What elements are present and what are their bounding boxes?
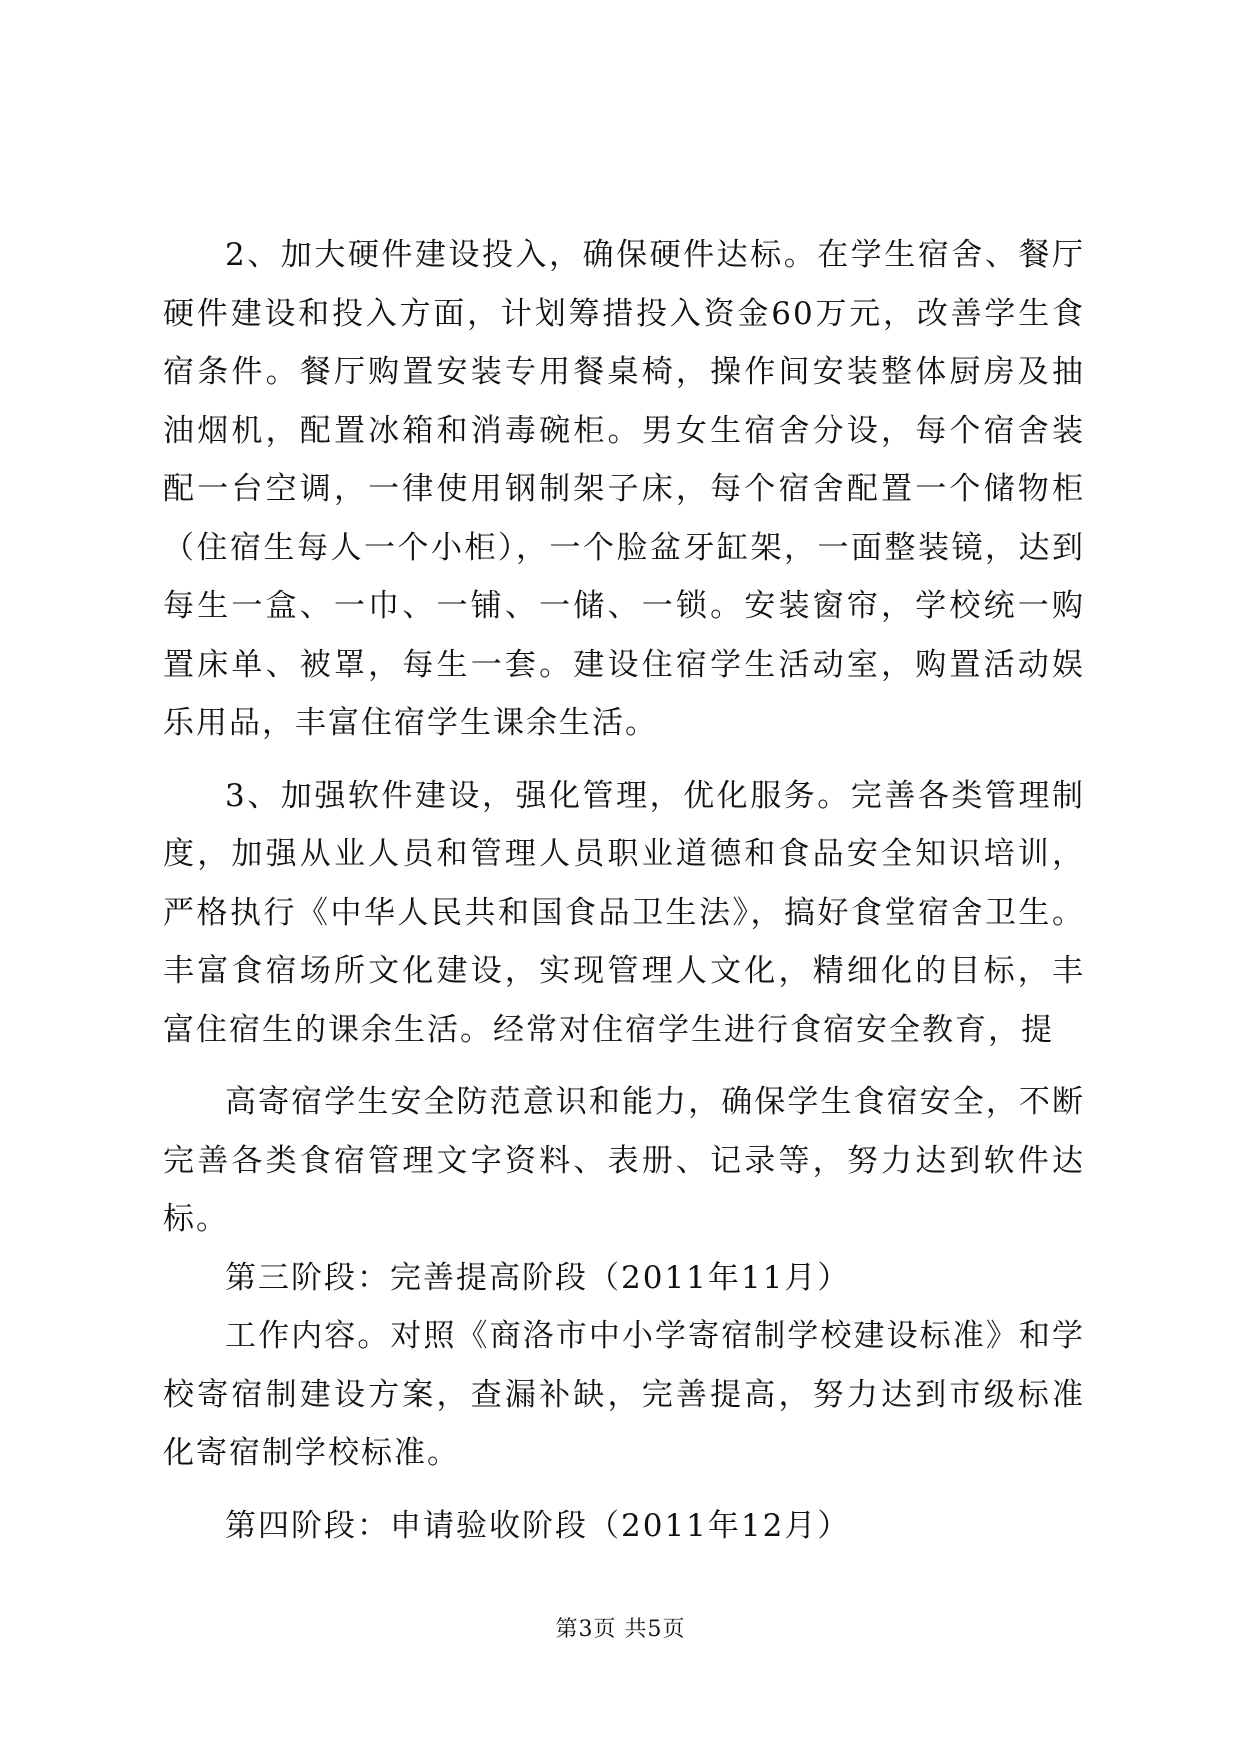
section-heading-stage-three: 第三阶段：完善提高阶段（2011年11月） xyxy=(225,1259,851,1296)
paragraph-safety-awareness: 高寄宿学生安全防范意识和能力，确保学生食宿安全，不断完善各类食宿管理文字资料、表册、记录等，努力达到软件达标。 xyxy=(163,1084,1085,1237)
paragraph-stage-three-content: 工作内容。对照《商洛市中小学寄宿制学校建设标准》和学校寄宿制建设方案，查漏补缺，完善提高，努力达到市级标准化寄宿制学校标准。 xyxy=(163,1318,1085,1471)
paragraph-software-construction: 3、加强软件建设，强化管理，优化服务。完善各类管理制度，加强从业人员和管理人员职业道德和食品安全知识培训，严格执行《中华人民共和国食品卫生法》，搞好食堂宿舍卫生。丰富食宿场所文化建设，实现管理人文化，精细化的目标，丰富住宿生的课余生活。经常对住宿学生进行食宿安全教育，提 xyxy=(163,777,1085,1048)
document-body xyxy=(163,226,1085,1555)
paragraph-hardware-construction: 2、加大硬件建设投入，确保硬件达标。在学生宿舍、餐厅硬件建设和投入方面，计划筹措投入资金60万元，改善学生食宿条件。餐厅购置安装专用餐桌椅，操作间安装整体厨房及抽油烟机，配置冰箱和消毒碗柜。男女生宿舍分设，每个宿舍装配一台空调，一律使用钢制架子床，每个宿舍配置一个储物柜（住宿生每人一个小柜），一个脸盆牙缸架，一面整装镜，达到每生一盒、一巾、一铺、一储、一锁。安装窗帘，学校统一购置床单、被罩，每生一套。建设住宿学生活动室，购置活动娱乐用品，丰富住宿学生课余生活。 xyxy=(163,237,1085,741)
page-number-footer: 第3页 共5页 xyxy=(555,1617,686,1642)
section-heading-stage-four: 第四阶段：申请验收阶段（2011年12月） xyxy=(225,1507,851,1544)
